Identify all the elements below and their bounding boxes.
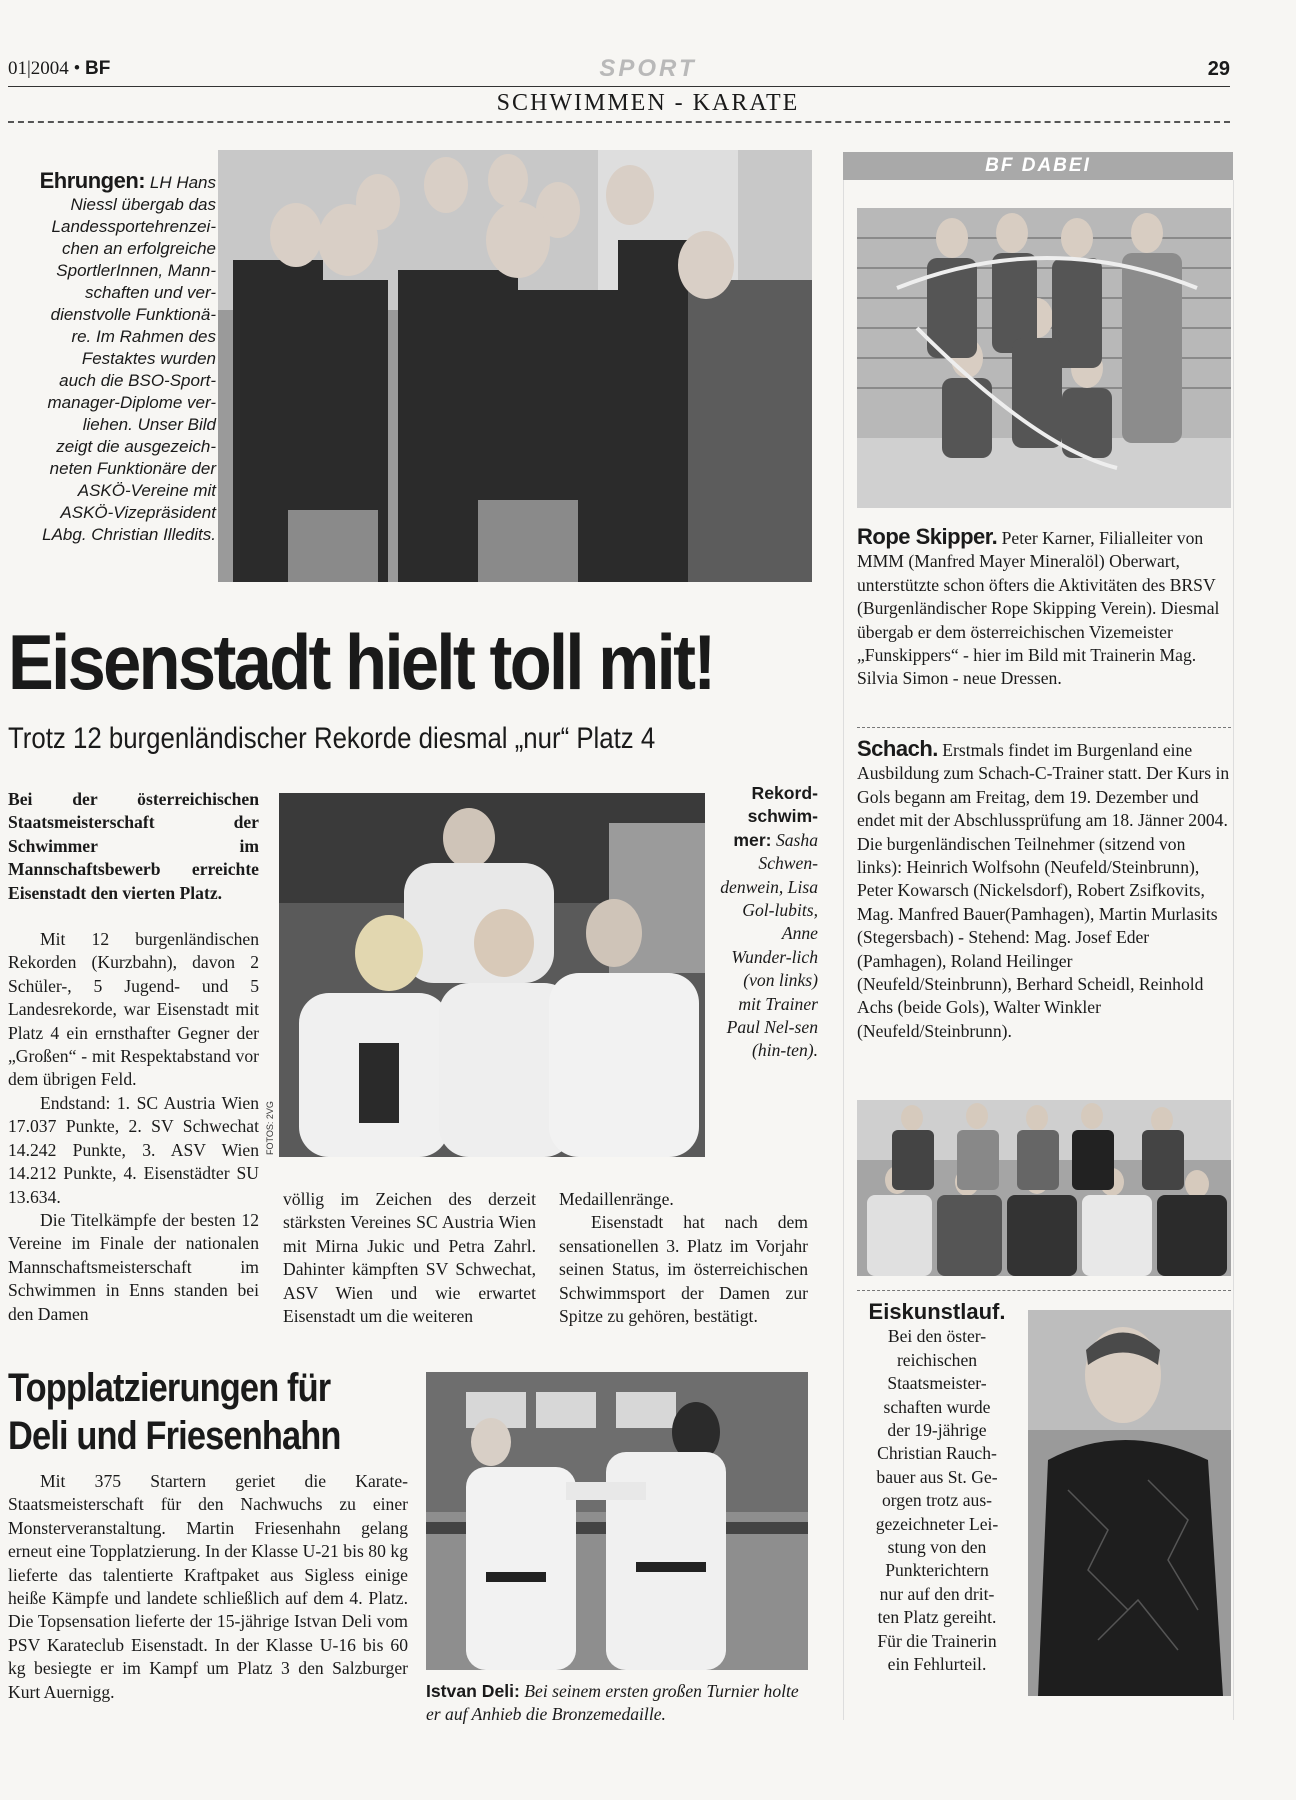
sidebar-border-right bbox=[1233, 180, 1234, 1720]
karate-caption-text: Bei seinem ersten großen Turnier holte er auf Anhieb die Bronzemedaille. bbox=[426, 1681, 799, 1725]
swimmers-photo bbox=[279, 793, 705, 1157]
ehrungen-line: neten Funktionäre der bbox=[49, 459, 216, 478]
eis-line: bauer aus St. Ge- bbox=[876, 1466, 998, 1487]
article-lead-paragraph: Bei der österreichischen Staatsmeisterschaft der Schwimmer im Mannschaftsbewerb erreichte Eisenstadt den vierten Platz. bbox=[8, 789, 259, 903]
eis-line: Für die Trainerin bbox=[877, 1630, 997, 1651]
eis-line: schaften wurde bbox=[883, 1396, 991, 1417]
swim-photo-caption bbox=[720, 782, 818, 1063]
ehrungen-line: Niessl übergab das bbox=[70, 195, 216, 214]
eis-line: nur auf den drit- bbox=[879, 1583, 995, 1604]
eis-line: Bei den öster- bbox=[887, 1326, 987, 1347]
ehrungen-line: chen an erfolgreiche bbox=[61, 239, 216, 258]
section-tag: SPORT bbox=[599, 55, 697, 82]
eiskunstlauf-item bbox=[857, 1300, 1017, 1677]
eis-line: der 19-jährige bbox=[887, 1420, 987, 1441]
issue-date: 01|2004 bbox=[8, 58, 69, 79]
sidebar-divider bbox=[857, 1290, 1231, 1291]
ehrungen-caption bbox=[8, 150, 216, 580]
ehrungen-line: zeigt die ausgezeich- bbox=[56, 437, 216, 456]
schach-text: Erstmals findet im Burgenland eine Ausbildung zum Schach-C-Trainer statt. Der Kurs in Gols begann am Freitag, dem 19. Dezember und endet mit der Abschlussprüfung am 18. Jänner 2004. Die burgenländischen Teilnehmer (sitzend von links): Heinrich Wolfsohn (Neufeld/Steinbrunn), Peter Kowarsch (Nickelsdorf), Robert Zsifkovits, Mag. Manfred Bauer(Pamhagen), Martin Murlasits (Stegersbach) - Stehend: Mag. Josef Eder (Pamhagen), Roland Heilinger (Neufeld/Steinbrunn), Berhard Scheidl, Reinhold Achs (beide Gols), Walter Winkler (Neufeld/Steinbrunn). bbox=[857, 740, 1230, 1041]
main-article-col3 bbox=[559, 1188, 808, 1328]
eis-line: orgen trotz aus- bbox=[881, 1490, 993, 1511]
figure-skater-photo bbox=[1028, 1310, 1231, 1696]
article-paragraph: Eisenstadt hat nach dem sensationellen 3. Platz im Vorjahr seinen Status, im österreichischen Schwimmsport der Damen zur Spitze zu gehören, bestätigt. bbox=[559, 1212, 808, 1327]
eis-line: ten Platz gereiht. bbox=[877, 1607, 997, 1628]
rope-skipper-item bbox=[857, 525, 1231, 691]
header-rule bbox=[8, 86, 1230, 87]
rope-skipper-lead: Rope Skipper. bbox=[857, 524, 998, 549]
header-dashed-rule bbox=[8, 121, 1230, 123]
ehrungen-line: Landessportehrenzei- bbox=[51, 217, 216, 236]
chess-photo bbox=[857, 1100, 1231, 1276]
ehrungen-line: dienstvolle Funktionä- bbox=[50, 305, 216, 324]
photo-credit: FOTOS: 2VG bbox=[265, 1101, 275, 1155]
article-paragraph: völlig im Zeichen des derzeit stärksten Vereines SC Austria Wien mit Mirna Jukic und Petra Zahrl. Dahinter kämpften SV Schwechat, ASV Wien und wie erwartet Eisenstadt um die weiteren bbox=[283, 1189, 536, 1327]
ehrungen-line: schaften und ver- bbox=[84, 283, 216, 302]
article-paragraph: Endstand: 1. SC Austria Wien 17.037 Punkte, 2. SV Schwechat 14.242 Punkte, 3. ASV Wien 14.212 Punkte, 4. Eisenstädter SU 13.634. bbox=[8, 1092, 259, 1207]
ehrungen-photo bbox=[218, 150, 812, 582]
eis-line: Staatsmeister- bbox=[887, 1373, 987, 1394]
ehrungen-line: ASKÖ-Vereine mit bbox=[77, 481, 216, 500]
page-number: 29 bbox=[1207, 58, 1230, 80]
ehrungen-line: Festaktes wurden bbox=[81, 349, 216, 368]
ehrungen-line: re. Im Rahmen des bbox=[71, 327, 216, 346]
sidebar-divider bbox=[857, 727, 1231, 728]
swim-caption-lead: Rekord-schwim-mer: bbox=[733, 783, 818, 850]
brand-logo: BF bbox=[84, 58, 111, 79]
article-paragraph: Mit 12 burgenländischen Rekorden (Kurzbahn), davon 2 Schüler-, 5 Jugend- und 5 Landesrekorde, war Eisenstadt mit Platz 4 ein ernsthafter Gegner der „Großen“ - mit Respektabstand vor dem übrigen Feld. bbox=[8, 929, 259, 1090]
eis-line: stung von den bbox=[887, 1537, 987, 1558]
eis-line: gezeichneter Lei- bbox=[875, 1513, 999, 1534]
schach-item bbox=[857, 737, 1231, 1043]
ehrungen-line: LH Hans bbox=[149, 173, 216, 192]
main-headline: Eisenstadt hielt toll mit! bbox=[8, 618, 714, 706]
karate-caption-lead: Istvan Deli: bbox=[426, 1681, 520, 1701]
rope-skipping-photo bbox=[857, 208, 1231, 508]
header-bullet: • bbox=[73, 58, 81, 79]
eis-line: ein Fehlurteil. bbox=[887, 1654, 987, 1675]
ehrungen-line: liehen. Unser Bild bbox=[82, 415, 216, 434]
karate-article-body: Mit 375 Startern geriet die Karate-Staatsmeisterschaft für den Nachwuchs zu einer Monsterveranstaltung. Martin Friesenhahn gelang erneut eine Topplatzierung. In der Klasse U-21 bis 80 kg lieferte das talentierte Kraftpaket aus Sigless einige heiße Kämpfe und landete schließlich auf dem 4. Platz. Die Topsensation lieferte der 15-jährige Istvan Deli vom PSV Karateclub Eisenstadt. In der Klasse U-16 bis 60 kg besiegte er im Kampf um Platz 3 den Salzburger Kurt Auernigg. bbox=[8, 1471, 408, 1702]
sidebar-border-left bbox=[843, 180, 844, 1720]
eis-line: Punkterichtern bbox=[885, 1560, 989, 1581]
main-article-col1 bbox=[8, 788, 259, 1326]
section-title: SCHWIMMEN - KARATE bbox=[496, 90, 800, 116]
swim-caption-text: Sasha Schwen-denwein, Lisa Gol-lubits, Anne Wunder-lich (von links) mit Trainer Paul Nel-sen (hin-ten). bbox=[720, 829, 818, 1061]
eis-line: Christian Rauch- bbox=[877, 1443, 997, 1464]
article-paragraph: Medaillenränge. bbox=[559, 1189, 674, 1209]
ehrungen-line: SportlerInnen, Mann- bbox=[56, 261, 216, 280]
schach-lead: Schach. bbox=[857, 736, 938, 761]
bf-dabei-banner: BF DABEI bbox=[843, 152, 1233, 180]
ehrungen-line: manager-Diplome ver- bbox=[47, 393, 216, 412]
main-subheadline: Trotz 12 burgenländischer Rekorde diesmal „nur“ Platz 4 bbox=[8, 722, 656, 755]
ehrungen-lead: Ehrungen: bbox=[39, 168, 146, 193]
ehrungen-line: ASKÖ-Vizepräsident bbox=[60, 503, 216, 522]
ehrungen-line: LAbg. Christian Illedits. bbox=[42, 525, 216, 544]
karate-photo-caption bbox=[426, 1680, 808, 1727]
rope-skipper-text: Peter Karner, Filialleiter von MMM (Manfred Mayer Mineralöl) Oberwart, unterstützte schon öfters die Aktivitäten des BRSV (Burgenländischer Rope Skipping Verein). Diesmal übergab er dem österreichischen Vizemeister „Funskippers“ - hier im Bild mit Trainerin Mag. Silvia Simon - neue Dressen. bbox=[857, 528, 1220, 689]
eiskunstlauf-lead: Eiskunstlauf. bbox=[868, 1299, 1006, 1324]
karate-photo bbox=[426, 1372, 808, 1670]
ehrungen-line: auch die BSO-Sport- bbox=[59, 371, 216, 390]
karate-headline-line2: Deli und Friesenhahn bbox=[8, 1414, 341, 1458]
main-article-col2 bbox=[283, 1188, 536, 1328]
article-paragraph: Die Titelkämpfe der besten 12 Vereine im Finale der nationalen Mannschaftsmeisterschaft im Schwimmen in Enns standen bei den Damen bbox=[8, 1209, 259, 1324]
karate-headline-line1: Topplatzierungen für bbox=[8, 1366, 331, 1410]
eis-line: reichischen bbox=[896, 1349, 978, 1370]
